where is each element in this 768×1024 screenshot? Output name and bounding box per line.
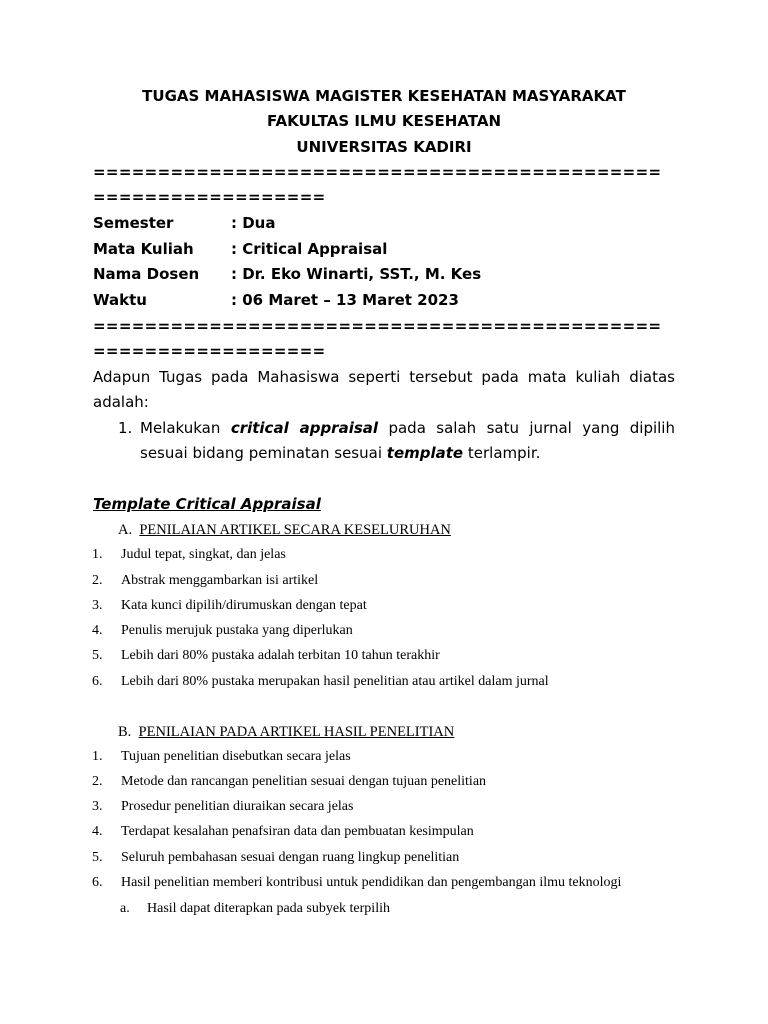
list-item-number: 1. [92,749,103,764]
semester-value: : Dua [231,214,276,232]
list-item: Prosedur penelitian diuraikan secara jelas [121,799,354,814]
list-item-number: 4. [92,623,103,638]
template-title: Template Critical Appraisal [93,495,321,513]
list-item: Penulis merujuk pustaka yang diperlukan [121,623,353,638]
list-item-number: 6. [92,674,103,689]
list-item: Hasil penelitian memberi kontribusi untuk pendidikan dan pengembangan ilmu teknologi [121,875,622,890]
section-a-title: PENILAIAN ARTIKEL SECARA KESELURUHAN [139,522,451,538]
task-text-part4: sesuai bidang peminatan sesuai [140,444,382,462]
list-item-number: 4. [92,824,103,839]
task-number: 1. [118,419,133,437]
list-item: Seluruh pembahasan sesuai dengan ruang lingkup penelitian [121,850,460,865]
matkul-value: : Critical Appraisal [231,240,388,258]
doc-title-line3: UNIVERSITAS KADIRI [296,138,472,156]
dosen-value: : Dr. Eko Winarti, SST., M. Kes [231,265,482,283]
list-item-number: 2. [92,573,103,588]
matkul-label: Mata Kuliah [93,240,194,258]
list-item: Lebih dari 80% pustaka adalah terbitan 10 tahun terakhir [121,648,440,663]
section-b-title: PENILAIAN PADA ARTIKEL HASIL PENELITIAN [138,724,455,740]
waktu-label: Waktu [93,291,147,309]
semester-label: Semester [93,214,174,232]
task-line2 [140,443,675,463]
list-item: Tujuan penelitian disebutkan secara jelas [121,749,351,764]
section-b-heading [118,722,454,742]
list-item-number: 3. [92,799,103,814]
task-text-template: template [386,444,464,462]
doc-title-line1: TUGAS MAHASISWA MAGISTER KESEHATAN MASYARAKAT [142,87,626,105]
sub-item-letter: a. [120,901,130,916]
list-item: Metode dan rancangan penelitian sesuai dengan tujuan penelitian [121,774,487,789]
task-text-part1: Melakukan [140,419,221,437]
waktu-value: : 06 Maret – 13 Maret 2023 [231,291,459,309]
sub-item: Hasil dapat diterapkan pada subyek terpilih [147,901,390,916]
separator-top-long: ============================================ [93,163,662,181]
task-line1 [140,418,675,438]
list-item-number: 3. [92,598,103,613]
list-item-number: 6. [92,875,103,890]
list-item-number: 1. [92,547,103,562]
task-text-part3: pada salah satu jurnal yang dipilih [388,419,675,437]
section-a-letter: A. [118,522,133,538]
list-item-number: 2. [92,774,103,789]
section-b-letter: B. [118,724,132,740]
doc-title-line2: FAKULTAS ILMU KESEHATAN [266,112,502,130]
list-item: Kata kunci dipilih/dirumuskan dengan tepat [121,598,367,613]
list-item-number: 5. [92,850,103,865]
intro-line2: adalah: [93,393,149,411]
list-item: Judul tepat, singkat, dan jelas [121,547,286,562]
task-text-part6: terlampir. [467,444,541,462]
task-text-emphasis: critical appraisal [230,419,379,437]
list-item-number: 5. [92,648,103,663]
separator-top-short: ================== [93,188,326,206]
intro-line1: Adapun Tugas pada Mahasiswa seperti tersebut pada mata kuliah diatas [93,368,675,386]
list-item: Terdapat kesalahan penafsiran data dan pembuatan kesimpulan [121,824,474,839]
section-a-heading [118,520,451,540]
separator-bottom-long: ============================================ [93,317,662,335]
separator-bottom-short: ================== [93,342,326,360]
list-item: Lebih dari 80% pustaka merupakan hasil penelitian atau artikel dalam jurnal [121,674,549,689]
list-item: Abstrak menggambarkan isi artikel [121,573,319,588]
dosen-label: Nama Dosen [93,265,200,283]
